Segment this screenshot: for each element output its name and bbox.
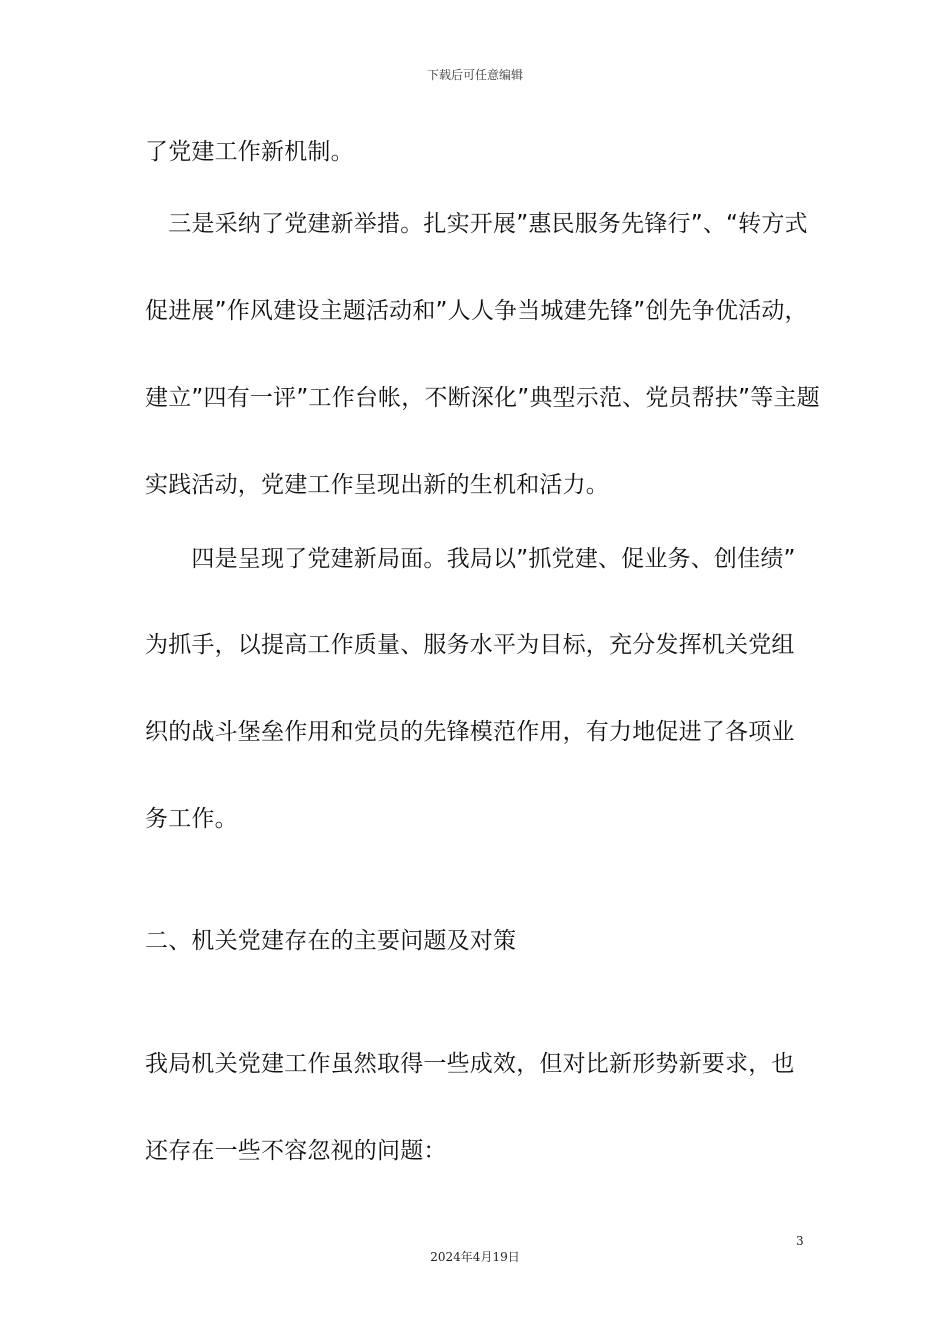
body-line: 三是采纳了党建新举措。扎实开展”惠民服务先锋行”、“转方式 [145,211,808,237]
page-header-note: 下载后可任意编辑 [426,68,523,82]
body-line: 织的战斗堡垒作用和党员的先锋模范作用，有力地促进了各项业 [145,719,795,745]
body-line: 了党建工作新机制。 [145,139,354,165]
body-line: 务工作。 [145,806,238,832]
body-line: 还存在一些不容忽视的问题： [145,1138,447,1164]
body-line: 建立”四有一评”工作台帐，不断深化”典型示范、党员帮扶”等主题 [145,385,820,411]
body-line: 为抓手，以提高工作质量、服务水平为目标，充分发挥机关党组 [145,632,795,658]
body-line: 实践活动，党建工作呈现出新的生机和活力。 [145,472,609,498]
page-number: 3 [796,1234,804,1248]
body-line: 我局机关党建工作虽然取得一些成效，但对比新形势新要求，也 [145,1051,795,1077]
footer-date: 2024年4月19日 [430,1250,520,1264]
body-line: 四是呈现了党建新局面。我局以”抓党建、促业务、创佳绩” [145,546,796,572]
section-heading: 二、机关党建存在的主要问题及对策 [145,928,517,954]
body-line: 促进展”作风建设主题活动和”人人争当城建先锋”创先争优活动， [145,298,808,324]
